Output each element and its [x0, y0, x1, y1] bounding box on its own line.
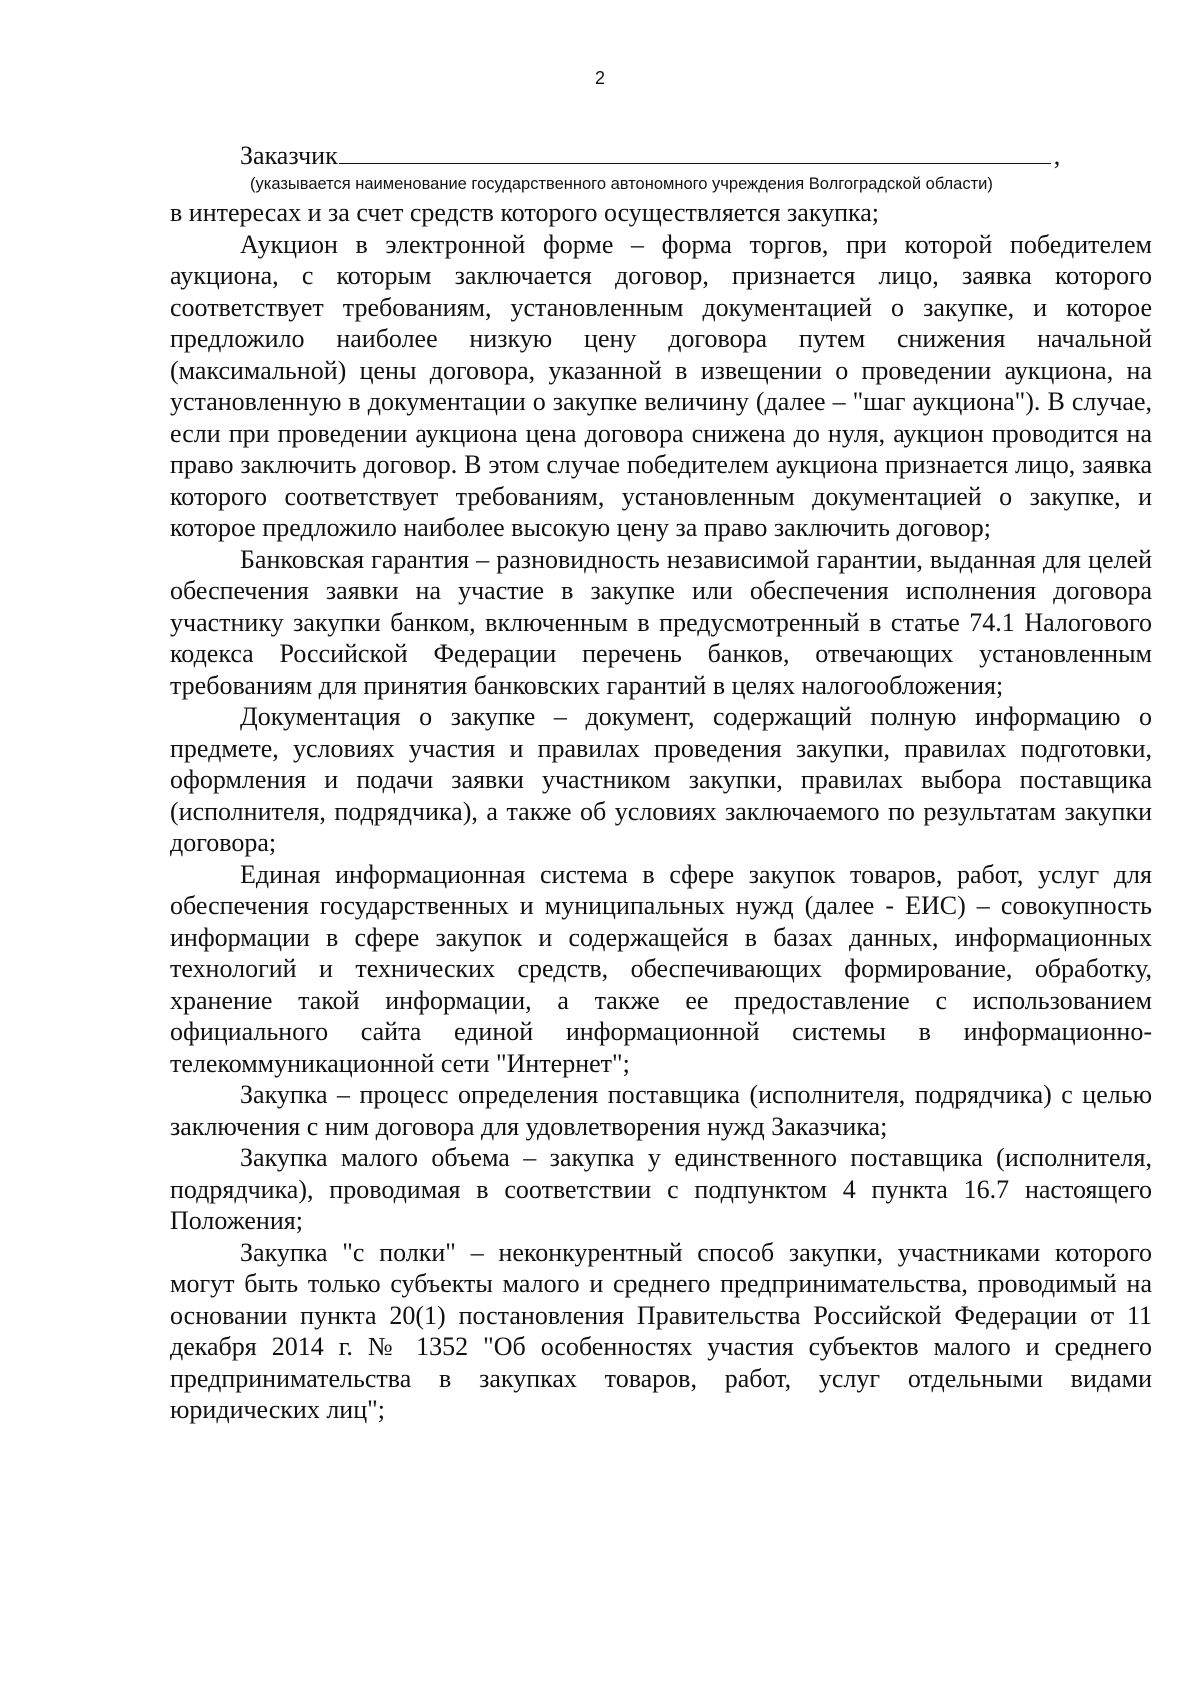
page-number: 2	[594, 68, 605, 88]
customer-line-comma: ,	[1053, 141, 1061, 170]
customer-label: Заказчик	[240, 141, 338, 170]
definition-procurement: Закупка – процесс определения поставщика (исполнителя, подрядчика) с целью заключения с ним договора для удовлетворения нужд Заказчика;	[170, 1080, 1152, 1141]
definition-procurement-documentation: Документация о закупке – документ, содержащий полную информацию о предмете, условиях участия и правилах проведения закупки, правилах подготовки, оформления и подачи заявки участником закупки, правилах выбора поставщика (исполнителя, подрядчика), а также об условиях заключаемого по результатам закупки договора;	[170, 702, 1152, 857]
definition-off-the-shelf-procurement: Закупка "с полки" – неконкурентный способ закупки, участниками которого могут быть только субъекты малого и среднего предпринимательства, проводимый на основании пункта 20(1) постановления Правительства Российской Федерации от 11 декабря 2014 г. № 1352 "Об особенностях участия субъектов малого и среднего предпринимательства в закупках товаров, работ, услуг отдельными видами юридических лиц";	[170, 1237, 1152, 1424]
paragraph-customer-continuation: в интересах и за счет средств которого осуществляется закупка;	[170, 198, 879, 227]
definition-small-volume-procurement: Закупка малого объема – закупка у единственного поставщика (исполнителя, подрядчика), проводимая в соответствии с подпунктом 4 пункта 16.7 настоящего Положения;	[170, 1143, 1152, 1235]
definition-electronic-auction: Аукцион в электронной форме – форма торгов, при которой победителем аукциона, с которым заключается договор, признается лицо, заявка которого соответствует требованиям, установленным документацией о закупке, и которое предложило наиболее низкую цену договора путем снижения начальной (максимальной) цены договора, указанной в извещении о проведении аукциона, на установленную в документации о закупке величину (далее – "шаг аукциона"). В случае, если при проведении аукциона цена договора снижена до нуля, аукцион проводится на право заключить договор. В этом случае победителем аукциона признается лицо, заявка которого соответствует требованиям, установленным документацией о закупке, и которое предложило наиболее высокую цену за право заключить договор;	[170, 229, 1152, 542]
customer-note: (указывается наименование государственного автономного учреждения Волгоградской области)	[250, 175, 993, 193]
definition-bank-guarantee: Банковская гарантия – разновидность независимой гарантии, выданная для целей обеспечения заявки на участие в закупке или обеспечения исполнения договора участнику закупки банком, включенным в предусмотренный в статье 74.1 Налогового кодекса Российской Федерации перечень банков, отвечающих установленным требованиям для принятия банковских гарантий в целях налогообложения;	[170, 544, 1152, 700]
definition-unified-information-system: Единая информационная система в сфере закупок товаров, работ, услуг для обеспечения государственных и муниципальных нужд (далее - ЕИС) – совокупность информации в сфере закупок и содержащейся в базах данных, информационных технологий и технических средств, обеспечивающих формирование, обработку, хранение такой информации, а также ее предоставление с использованием официального сайта единой информационной системы в информационно-телекоммуникационной сети "Интернет";	[170, 859, 1152, 1078]
document-body	[170, 140, 1152, 1426]
customer-line	[170, 140, 1152, 171]
customer-fill-in-line	[339, 141, 1051, 164]
